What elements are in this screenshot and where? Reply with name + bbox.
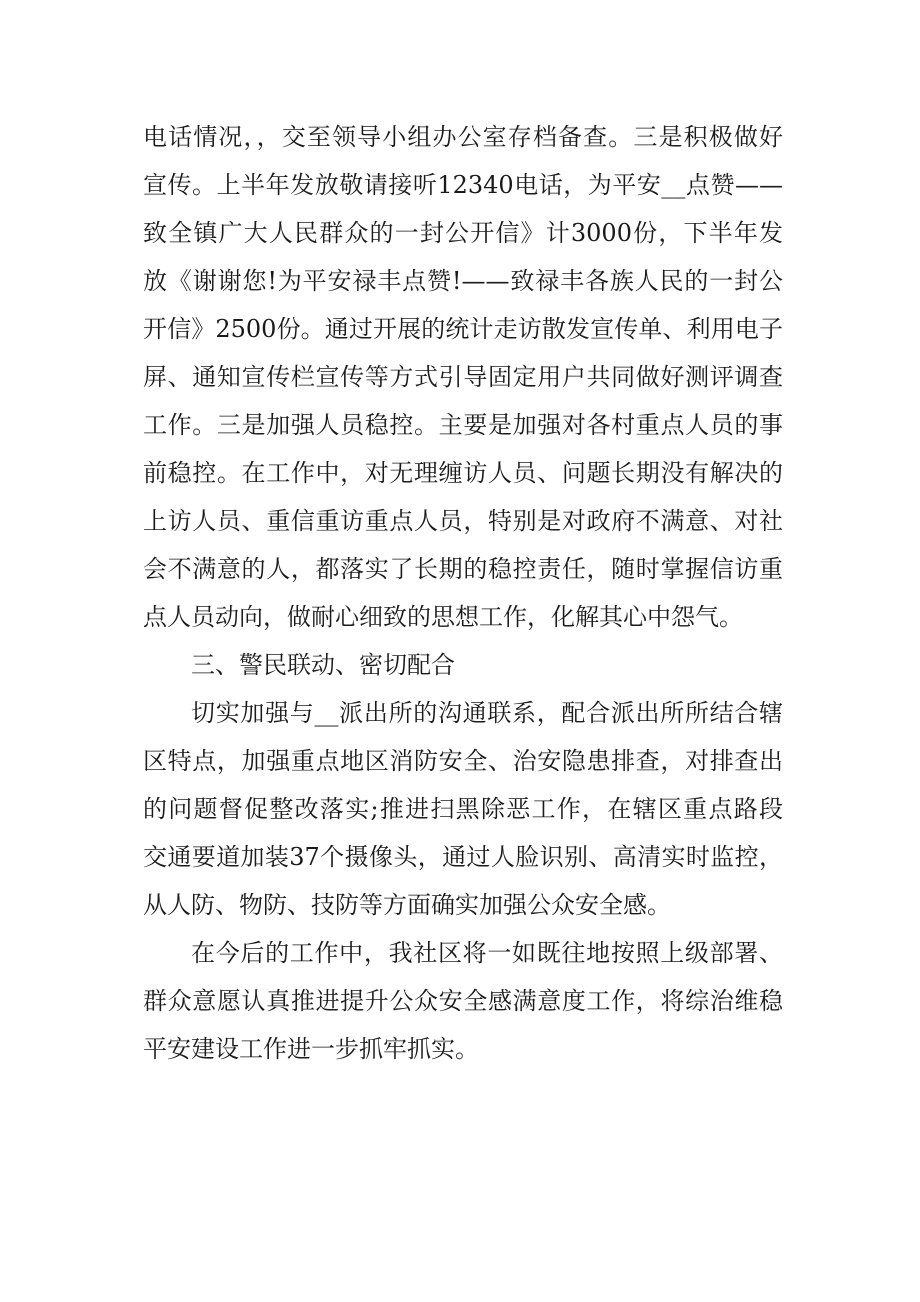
text-line: 工作。三是加强人员稳控。主要是加强对各村重点人员的事: [143, 411, 783, 439]
text-line: 的问题督促整改落实;推进扫黑除恶工作，在辖区重点路段: [143, 795, 783, 823]
text-line: 宣传。上半年发放敬请接听12340电话，为平安__点赞——: [143, 171, 783, 199]
text-line: 屏、通知宣传栏宣传等方式引导固定用户共同做好测评调查: [143, 363, 783, 391]
text-line: 放《谢谢您!为平安禄丰点赞!——致禄丰各族人民的一封公: [143, 267, 783, 295]
text-line: 从人防、物防、技防等方面确实加强公众安全感。: [143, 891, 671, 919]
text-line: 点人员动向，做耐心细致的思想工作，化解其心中怨气。: [143, 603, 743, 631]
text-line: 致全镇广大人民群众的一封公开信》计3000份，下半年发: [143, 219, 783, 247]
text-line: 前稳控。在工作中，对无理缠访人员、问题长期没有解决的: [143, 459, 783, 487]
text-line: 交通要道加装37个摄像头，通过人脸识别、高清实时监控，: [143, 843, 783, 871]
text-line: 会不满意的人，都落实了长期的稳控责任，随时掌握信访重: [143, 555, 783, 583]
section-heading: 三、警民联动、密切配合: [191, 651, 455, 679]
text-line: 在今后的工作中，我社区将一如既往地按照上级部署、: [191, 939, 783, 967]
text-line: 开信》2500份。通过开展的统计走访散发宣传单、利用电子: [143, 315, 783, 343]
text-line: 电话情况，，交至领导小组办公室存档备查。三是积极做好: [143, 123, 783, 151]
text-line: 切实加强与__派出所的沟通联系，配合派出所所结合辖: [191, 699, 783, 727]
text-line: 平安建设工作进一步抓牢抓实。: [143, 1035, 479, 1063]
document-body: [143, 113, 783, 1073]
text-line: 上访人员、重信重访重点人员，特别是对政府不满意、对社: [143, 507, 783, 535]
text-line: 区特点，加强重点地区消防安全、治安隐患排查，对排查出: [143, 747, 783, 775]
text-line: 群众意愿认真推进提升公众安全感满意度工作，将综治维稳: [143, 987, 783, 1015]
